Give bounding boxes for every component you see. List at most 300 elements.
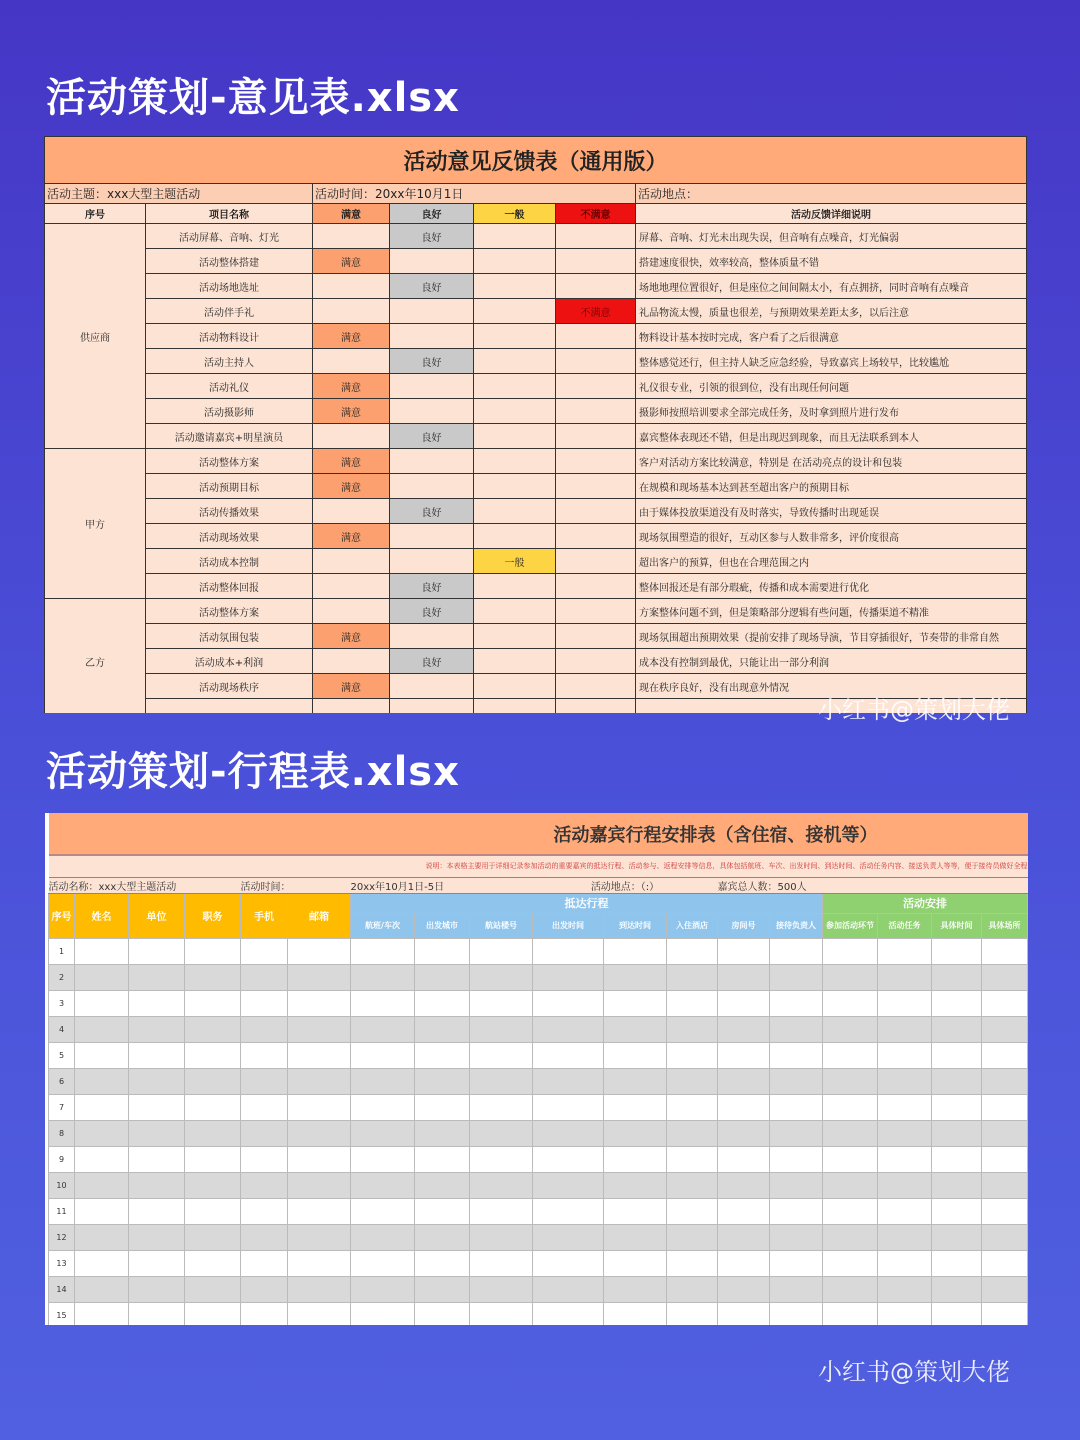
- schedule-cell[interactable]: [129, 1224, 185, 1250]
- schedule-cell[interactable]: [932, 1250, 982, 1276]
- schedule-cell[interactable]: [932, 1094, 982, 1120]
- rating-cell[interactable]: [474, 524, 556, 549]
- schedule-cell[interactable]: [288, 1042, 351, 1068]
- rating-cell[interactable]: [556, 599, 636, 624]
- rating-cell[interactable]: [474, 649, 556, 674]
- schedule-cell[interactable]: [75, 1042, 129, 1068]
- schedule-cell[interactable]: [185, 1276, 241, 1302]
- schedule-cell[interactable]: [288, 1276, 351, 1302]
- empty-cell[interactable]: [474, 699, 556, 714]
- schedule-cell[interactable]: [129, 990, 185, 1016]
- schedule-cell[interactable]: [667, 1120, 718, 1146]
- rating-cell[interactable]: [474, 249, 556, 274]
- schedule-cell[interactable]: [288, 938, 351, 964]
- schedule-cell[interactable]: [129, 1250, 185, 1276]
- schedule-cell[interactable]: [288, 1146, 351, 1172]
- rating-cell[interactable]: 良好: [390, 649, 474, 674]
- feedback-detail[interactable]: 礼仪很专业，引领的很到位，没有出现任何问题: [636, 374, 1027, 399]
- schedule-cell[interactable]: [667, 1016, 718, 1042]
- schedule-cell[interactable]: [718, 964, 770, 990]
- rating-cell[interactable]: [474, 599, 556, 624]
- item-name[interactable]: 活动传播效果: [146, 499, 313, 524]
- rating-cell[interactable]: [313, 599, 390, 624]
- schedule-cell[interactable]: [470, 1120, 533, 1146]
- rating-cell[interactable]: [556, 399, 636, 424]
- schedule-cell[interactable]: [604, 1250, 667, 1276]
- schedule-cell[interactable]: [718, 1016, 770, 1042]
- schedule-cell[interactable]: [878, 964, 932, 990]
- item-name[interactable]: 活动现场效果: [146, 524, 313, 549]
- schedule-cell[interactable]: [718, 1276, 770, 1302]
- schedule-cell[interactable]: [823, 1172, 878, 1198]
- rating-cell[interactable]: [390, 449, 474, 474]
- feedback-detail[interactable]: 搭建速度很快，效率较高，整体质量不错: [636, 249, 1027, 274]
- item-name[interactable]: 活动氛围包装: [146, 624, 313, 649]
- schedule-cell[interactable]: [129, 1094, 185, 1120]
- schedule-cell[interactable]: [982, 1224, 1028, 1250]
- feedback-detail[interactable]: 整体回报还是有部分瑕疵，传播和成本需要进行优化: [636, 574, 1027, 599]
- schedule-cell[interactable]: [533, 1120, 604, 1146]
- schedule-cell[interactable]: [982, 964, 1028, 990]
- schedule-cell[interactable]: [75, 1016, 129, 1042]
- schedule-cell[interactable]: [185, 1146, 241, 1172]
- rating-cell[interactable]: [556, 349, 636, 374]
- schedule-cell[interactable]: [241, 990, 288, 1016]
- schedule-cell[interactable]: [667, 1250, 718, 1276]
- rating-cell[interactable]: [556, 674, 636, 699]
- schedule-cell[interactable]: [823, 964, 878, 990]
- rating-cell[interactable]: [474, 274, 556, 299]
- schedule-cell[interactable]: [823, 1068, 878, 1094]
- schedule-cell[interactable]: [604, 1198, 667, 1224]
- schedule-cell[interactable]: [823, 1146, 878, 1172]
- schedule-guest-count[interactable]: 嘉宾总人数：500人: [718, 877, 1028, 893]
- feedback-detail[interactable]: 方案整体问题不到，但是策略部分逻辑有些问题，传播渠道不精准: [636, 599, 1027, 624]
- schedule-cell[interactable]: [982, 1068, 1028, 1094]
- schedule-cell[interactable]: [241, 964, 288, 990]
- rating-cell[interactable]: [390, 249, 474, 274]
- schedule-cell[interactable]: [823, 1094, 878, 1120]
- schedule-cell[interactable]: [932, 1146, 982, 1172]
- schedule-cell[interactable]: [533, 990, 604, 1016]
- item-name[interactable]: 活动整体搭建: [146, 249, 313, 274]
- schedule-cell[interactable]: [932, 1302, 982, 1325]
- schedule-cell[interactable]: [982, 990, 1028, 1016]
- item-name[interactable]: 活动屏幕、音响、灯光: [146, 224, 313, 249]
- schedule-cell[interactable]: [75, 938, 129, 964]
- schedule-cell[interactable]: [604, 1276, 667, 1302]
- schedule-cell[interactable]: [533, 1068, 604, 1094]
- schedule-cell[interactable]: [878, 1302, 932, 1325]
- schedule-cell[interactable]: [415, 1198, 470, 1224]
- schedule-cell[interactable]: [415, 1250, 470, 1276]
- empty-cell[interactable]: [313, 699, 390, 714]
- schedule-cell[interactable]: [75, 1172, 129, 1198]
- schedule-cell[interactable]: [470, 1068, 533, 1094]
- schedule-cell[interactable]: [878, 1016, 932, 1042]
- schedule-cell[interactable]: [241, 1172, 288, 1198]
- schedule-cell[interactable]: [667, 964, 718, 990]
- item-name[interactable]: 活动成本控制: [146, 549, 313, 574]
- schedule-cell[interactable]: [415, 938, 470, 964]
- rating-cell[interactable]: [390, 474, 474, 499]
- schedule-cell[interactable]: [75, 1094, 129, 1120]
- schedule-cell[interactable]: [470, 1042, 533, 1068]
- schedule-cell[interactable]: [533, 1302, 604, 1325]
- rating-cell[interactable]: [313, 574, 390, 599]
- schedule-cell[interactable]: [351, 1094, 415, 1120]
- rating-cell[interactable]: [474, 474, 556, 499]
- schedule-cell[interactable]: [667, 1042, 718, 1068]
- schedule-cell[interactable]: [288, 1016, 351, 1042]
- schedule-cell[interactable]: [241, 1068, 288, 1094]
- schedule-cell[interactable]: [667, 1276, 718, 1302]
- schedule-cell[interactable]: [185, 990, 241, 1016]
- schedule-cell[interactable]: [932, 1198, 982, 1224]
- schedule-cell[interactable]: [288, 1094, 351, 1120]
- schedule-cell[interactable]: [604, 1302, 667, 1325]
- schedule-cell[interactable]: [604, 1120, 667, 1146]
- group-2[interactable]: 乙方: [45, 599, 146, 714]
- schedule-cell[interactable]: [470, 964, 533, 990]
- schedule-cell[interactable]: [129, 938, 185, 964]
- schedule-cell[interactable]: [878, 1224, 932, 1250]
- schedule-cell[interactable]: [351, 1120, 415, 1146]
- schedule-cell[interactable]: [241, 1276, 288, 1302]
- schedule-cell[interactable]: [932, 1120, 982, 1146]
- schedule-cell[interactable]: [770, 1146, 823, 1172]
- schedule-cell[interactable]: [770, 990, 823, 1016]
- schedule-cell[interactable]: [878, 1042, 932, 1068]
- rating-cell[interactable]: 满意: [313, 524, 390, 549]
- rating-cell[interactable]: [474, 424, 556, 449]
- schedule-cell[interactable]: [604, 964, 667, 990]
- group-0[interactable]: 供应商: [45, 224, 146, 449]
- schedule-cell[interactable]: [823, 1198, 878, 1224]
- item-name[interactable]: 活动整体方案: [146, 449, 313, 474]
- schedule-cell[interactable]: [351, 990, 415, 1016]
- rating-cell[interactable]: [556, 649, 636, 674]
- schedule-cell[interactable]: [185, 1172, 241, 1198]
- activity-time[interactable]: 活动时间：20xx年10月1日: [313, 184, 636, 204]
- feedback-detail[interactable]: 场地地理位置很好，但是座位之间间隔太小，有点拥挤，同时音响有点噪音: [636, 274, 1027, 299]
- schedule-cell[interactable]: [718, 1172, 770, 1198]
- schedule-cell[interactable]: [288, 1224, 351, 1250]
- schedule-cell[interactable]: [770, 1198, 823, 1224]
- rating-cell[interactable]: [556, 374, 636, 399]
- schedule-cell[interactable]: [185, 1198, 241, 1224]
- schedule-cell[interactable]: [770, 1120, 823, 1146]
- schedule-cell[interactable]: [470, 1224, 533, 1250]
- schedule-cell[interactable]: [932, 964, 982, 990]
- schedule-cell[interactable]: [470, 1276, 533, 1302]
- schedule-cell[interactable]: [75, 964, 129, 990]
- schedule-cell[interactable]: [770, 938, 823, 964]
- schedule-cell[interactable]: [129, 1198, 185, 1224]
- rating-cell[interactable]: 良好: [390, 349, 474, 374]
- schedule-cell[interactable]: [982, 1302, 1028, 1325]
- schedule-cell[interactable]: [415, 990, 470, 1016]
- rating-cell[interactable]: 不满意: [556, 299, 636, 324]
- schedule-cell[interactable]: [878, 1094, 932, 1120]
- item-name[interactable]: 活动整体回报: [146, 574, 313, 599]
- schedule-cell[interactable]: [932, 938, 982, 964]
- item-name[interactable]: 活动现场秩序: [146, 674, 313, 699]
- rating-cell[interactable]: [556, 474, 636, 499]
- rating-cell[interactable]: [474, 499, 556, 524]
- feedback-sheet[interactable]: [44, 136, 1027, 713]
- rating-cell[interactable]: [474, 374, 556, 399]
- group-1[interactable]: 甲方: [45, 449, 146, 599]
- schedule-cell[interactable]: [75, 1276, 129, 1302]
- schedule-cell[interactable]: [823, 1276, 878, 1302]
- rating-cell[interactable]: [313, 274, 390, 299]
- schedule-cell[interactable]: [667, 1302, 718, 1325]
- schedule-cell[interactable]: [470, 1198, 533, 1224]
- schedule-cell[interactable]: [533, 1224, 604, 1250]
- rating-cell[interactable]: [556, 574, 636, 599]
- schedule-cell[interactable]: [129, 1276, 185, 1302]
- rating-cell[interactable]: [390, 674, 474, 699]
- rating-cell[interactable]: [556, 224, 636, 249]
- rating-cell[interactable]: [390, 549, 474, 574]
- schedule-cell[interactable]: [241, 1042, 288, 1068]
- schedule-cell[interactable]: [982, 1198, 1028, 1224]
- rating-cell[interactable]: [556, 549, 636, 574]
- schedule-cell[interactable]: [533, 1042, 604, 1068]
- rating-cell[interactable]: [474, 624, 556, 649]
- schedule-cell[interactable]: [770, 1276, 823, 1302]
- schedule-cell[interactable]: [129, 1302, 185, 1325]
- schedule-cell[interactable]: [982, 1016, 1028, 1042]
- schedule-cell[interactable]: [982, 1250, 1028, 1276]
- schedule-cell[interactable]: [823, 1042, 878, 1068]
- schedule-cell[interactable]: [470, 1146, 533, 1172]
- schedule-cell[interactable]: [604, 1146, 667, 1172]
- schedule-cell[interactable]: [533, 1250, 604, 1276]
- schedule-cell[interactable]: [129, 1120, 185, 1146]
- schedule-cell[interactable]: [718, 1042, 770, 1068]
- schedule-cell[interactable]: [185, 1120, 241, 1146]
- schedule-cell[interactable]: [351, 1198, 415, 1224]
- schedule-cell[interactable]: [533, 1146, 604, 1172]
- schedule-cell[interactable]: [288, 1120, 351, 1146]
- schedule-cell[interactable]: [75, 1120, 129, 1146]
- schedule-cell[interactable]: [533, 964, 604, 990]
- schedule-cell[interactable]: [604, 1224, 667, 1250]
- item-name[interactable]: 活动物料设计: [146, 324, 313, 349]
- rating-cell[interactable]: 满意: [313, 324, 390, 349]
- item-name[interactable]: 活动伴手礼: [146, 299, 313, 324]
- feedback-detail[interactable]: 嘉宾整体表现还不错，但是出现迟到现象，而且无法联系到本人: [636, 424, 1027, 449]
- schedule-activity-name[interactable]: 活动名称：xxx大型主题活动: [49, 877, 241, 893]
- rating-cell[interactable]: 满意: [313, 674, 390, 699]
- schedule-cell[interactable]: [185, 1250, 241, 1276]
- schedule-cell[interactable]: [878, 938, 932, 964]
- feedback-detail[interactable]: 成本没有控制到最优，只能让出一部分利润: [636, 649, 1027, 674]
- rating-cell[interactable]: [313, 424, 390, 449]
- schedule-cell[interactable]: [604, 1172, 667, 1198]
- schedule-cell[interactable]: [288, 1198, 351, 1224]
- schedule-cell[interactable]: [823, 938, 878, 964]
- schedule-cell[interactable]: [533, 1016, 604, 1042]
- rating-cell[interactable]: [313, 299, 390, 324]
- rating-cell[interactable]: [390, 399, 474, 424]
- schedule-cell[interactable]: [718, 1224, 770, 1250]
- schedule-cell[interactable]: [823, 1224, 878, 1250]
- rating-cell[interactable]: [556, 449, 636, 474]
- rating-cell[interactable]: [390, 624, 474, 649]
- schedule-cell[interactable]: [185, 1016, 241, 1042]
- rating-cell[interactable]: [313, 349, 390, 374]
- schedule-cell[interactable]: [241, 1250, 288, 1276]
- schedule-cell[interactable]: [770, 1172, 823, 1198]
- schedule-cell[interactable]: [129, 964, 185, 990]
- schedule-cell[interactable]: [415, 1042, 470, 1068]
- schedule-cell[interactable]: [823, 990, 878, 1016]
- rating-cell[interactable]: [556, 624, 636, 649]
- schedule-cell[interactable]: [185, 938, 241, 964]
- feedback-detail[interactable]: 在规模和现场基本达到甚至超出客户的预期目标: [636, 474, 1027, 499]
- schedule-cell[interactable]: [823, 1016, 878, 1042]
- schedule-cell[interactable]: [241, 1302, 288, 1325]
- empty-cell[interactable]: [146, 699, 313, 714]
- schedule-cell[interactable]: [667, 1172, 718, 1198]
- schedule-cell[interactable]: [351, 1146, 415, 1172]
- item-name[interactable]: 活动整体方案: [146, 599, 313, 624]
- empty-cell[interactable]: [390, 699, 474, 714]
- schedule-cell[interactable]: [75, 1302, 129, 1325]
- rating-cell[interactable]: [390, 524, 474, 549]
- item-name[interactable]: 活动主持人: [146, 349, 313, 374]
- schedule-cell[interactable]: [982, 1276, 1028, 1302]
- schedule-cell[interactable]: [718, 1146, 770, 1172]
- schedule-cell[interactable]: [75, 1224, 129, 1250]
- rating-cell[interactable]: 满意: [313, 624, 390, 649]
- schedule-cell[interactable]: [718, 1302, 770, 1325]
- rating-cell[interactable]: 满意: [313, 449, 390, 474]
- schedule-cell[interactable]: [667, 938, 718, 964]
- schedule-cell[interactable]: [351, 938, 415, 964]
- schedule-cell[interactable]: [288, 964, 351, 990]
- schedule-cell[interactable]: [982, 1146, 1028, 1172]
- schedule-cell[interactable]: [932, 1172, 982, 1198]
- schedule-cell[interactable]: [932, 1042, 982, 1068]
- schedule-cell[interactable]: [129, 1068, 185, 1094]
- schedule-cell[interactable]: [604, 1094, 667, 1120]
- schedule-cell[interactable]: [75, 1250, 129, 1276]
- rating-cell[interactable]: [556, 249, 636, 274]
- rating-cell[interactable]: 良好: [390, 599, 474, 624]
- feedback-detail[interactable]: 整体感觉还行，但主持人缺乏应急经验，导致嘉宾上场较早，比较尴尬: [636, 349, 1027, 374]
- rating-cell[interactable]: 满意: [313, 474, 390, 499]
- schedule-cell[interactable]: [770, 1224, 823, 1250]
- schedule-cell[interactable]: [932, 1016, 982, 1042]
- schedule-cell[interactable]: [470, 938, 533, 964]
- schedule-cell[interactable]: [718, 1250, 770, 1276]
- schedule-cell[interactable]: [604, 1042, 667, 1068]
- schedule-cell[interactable]: [185, 1042, 241, 1068]
- schedule-cell[interactable]: [185, 1068, 241, 1094]
- rating-cell[interactable]: [390, 299, 474, 324]
- item-name[interactable]: 活动场地选址: [146, 274, 313, 299]
- schedule-cell[interactable]: [667, 1068, 718, 1094]
- rating-cell[interactable]: 良好: [390, 424, 474, 449]
- schedule-cell[interactable]: [982, 938, 1028, 964]
- rating-cell[interactable]: [390, 324, 474, 349]
- schedule-cell[interactable]: [823, 1120, 878, 1146]
- schedule-cell[interactable]: [718, 1120, 770, 1146]
- schedule-cell[interactable]: [288, 990, 351, 1016]
- schedule-cell[interactable]: [129, 1042, 185, 1068]
- schedule-cell[interactable]: [533, 1094, 604, 1120]
- rating-cell[interactable]: [474, 299, 556, 324]
- schedule-cell[interactable]: [982, 1094, 1028, 1120]
- schedule-cell[interactable]: [470, 1094, 533, 1120]
- schedule-cell[interactable]: [878, 1172, 932, 1198]
- rating-cell[interactable]: 良好: [390, 574, 474, 599]
- schedule-cell[interactable]: [878, 1146, 932, 1172]
- schedule-cell[interactable]: [351, 1224, 415, 1250]
- rating-cell[interactable]: [313, 549, 390, 574]
- schedule-cell[interactable]: [241, 1016, 288, 1042]
- rating-cell[interactable]: 满意: [313, 249, 390, 274]
- rating-cell[interactable]: 良好: [390, 499, 474, 524]
- rating-cell[interactable]: [556, 524, 636, 549]
- rating-cell[interactable]: [474, 224, 556, 249]
- schedule-cell[interactable]: [75, 1198, 129, 1224]
- schedule-sheet[interactable]: [45, 813, 1028, 1325]
- schedule-cell[interactable]: [770, 1016, 823, 1042]
- rating-cell[interactable]: 满意: [313, 399, 390, 424]
- rating-cell[interactable]: 一般: [474, 549, 556, 574]
- schedule-cell[interactable]: [470, 990, 533, 1016]
- feedback-detail[interactable]: 屏幕、音响、灯光未出现失误，但音响有点噪音，灯光偏弱: [636, 224, 1027, 249]
- rating-cell[interactable]: [556, 499, 636, 524]
- schedule-cell[interactable]: [667, 1224, 718, 1250]
- schedule-cell[interactable]: [932, 990, 982, 1016]
- schedule-cell[interactable]: [932, 1224, 982, 1250]
- schedule-place[interactable]: 活动地点：（:）: [533, 877, 718, 893]
- rating-cell[interactable]: [556, 424, 636, 449]
- schedule-cell[interactable]: [667, 1094, 718, 1120]
- schedule-cell[interactable]: [718, 938, 770, 964]
- rating-cell[interactable]: [556, 324, 636, 349]
- rating-cell[interactable]: 良好: [390, 274, 474, 299]
- schedule-cell[interactable]: [470, 1172, 533, 1198]
- schedule-cell[interactable]: [667, 990, 718, 1016]
- schedule-cell[interactable]: [770, 1094, 823, 1120]
- rating-cell[interactable]: [474, 399, 556, 424]
- schedule-cell[interactable]: [878, 1068, 932, 1094]
- item-name[interactable]: 活动邀请嘉宾+明星演员: [146, 424, 313, 449]
- schedule-cell[interactable]: [129, 1172, 185, 1198]
- schedule-cell[interactable]: [415, 1224, 470, 1250]
- schedule-cell[interactable]: [185, 1094, 241, 1120]
- schedule-cell[interactable]: [667, 1198, 718, 1224]
- schedule-cell[interactable]: [718, 1094, 770, 1120]
- schedule-cell[interactable]: [288, 1302, 351, 1325]
- schedule-cell[interactable]: [185, 964, 241, 990]
- rating-cell[interactable]: 良好: [390, 224, 474, 249]
- rating-cell[interactable]: [474, 349, 556, 374]
- rating-cell[interactable]: [556, 274, 636, 299]
- schedule-cell[interactable]: [351, 1172, 415, 1198]
- item-name[interactable]: 活动礼仪: [146, 374, 313, 399]
- schedule-cell[interactable]: [470, 1250, 533, 1276]
- schedule-cell[interactable]: [415, 1172, 470, 1198]
- schedule-cell[interactable]: [878, 1120, 932, 1146]
